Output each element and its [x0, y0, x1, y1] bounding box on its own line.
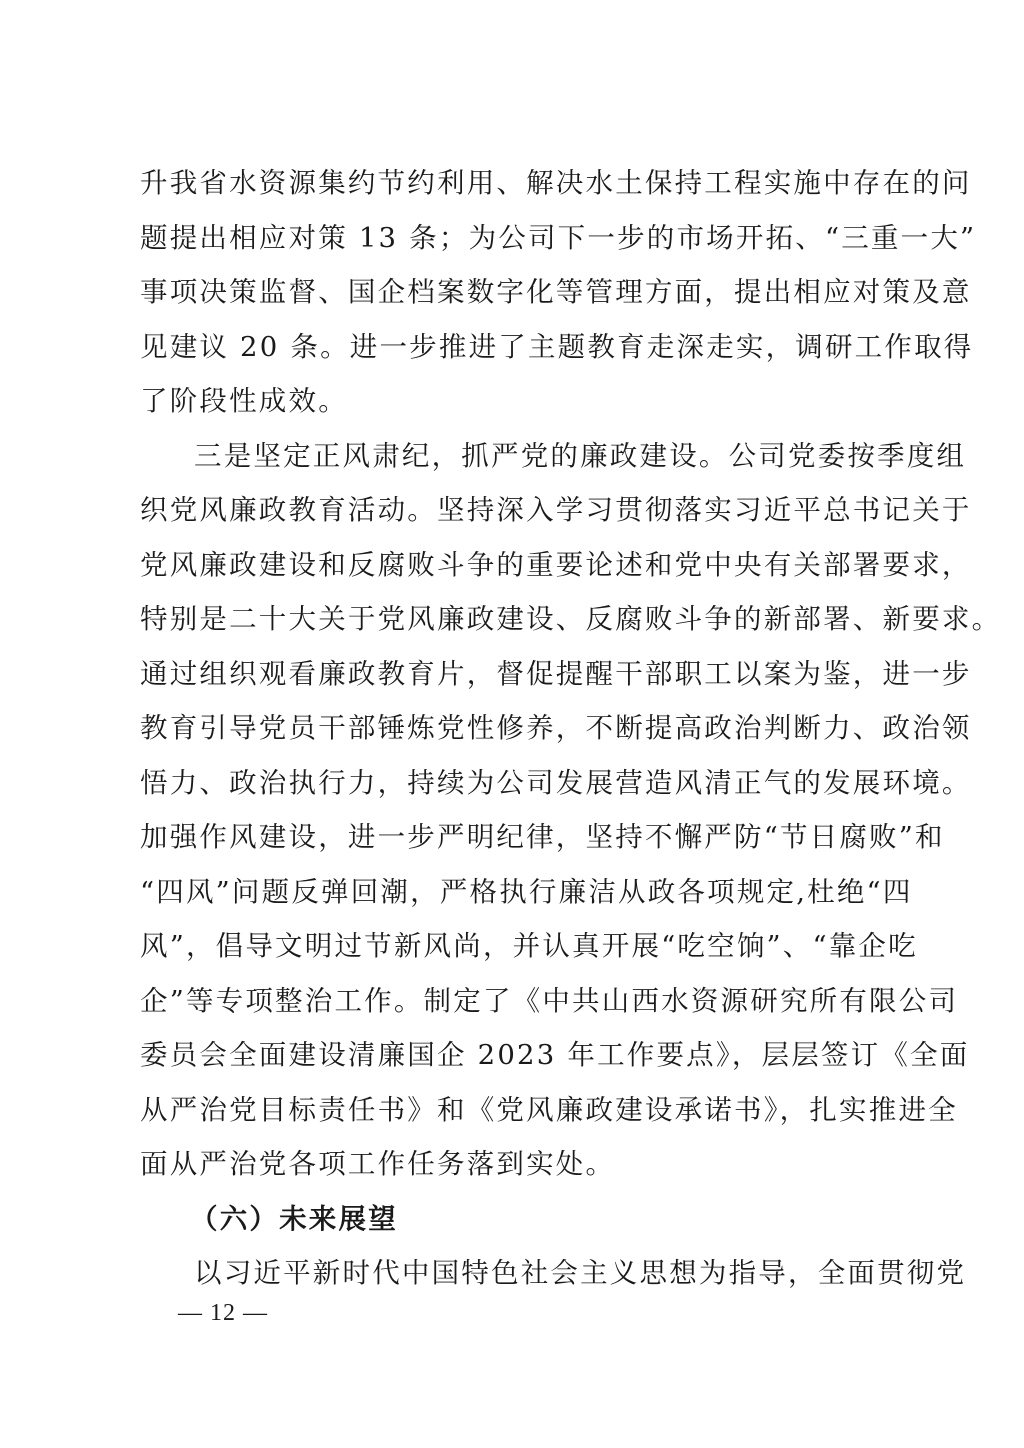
- paragraph-start-line: 以习近平新时代中国特色社会主义思想为指导，全面贯彻党: [194, 1257, 967, 1289]
- text-line: “四风”问题反弹回潮，严格执行廉洁从政各项规定,杜绝“四: [140, 875, 913, 908]
- paragraph-start-line: 三是坚定正风肃纪，抓严党的廉政建设。公司党委按季度组: [194, 439, 967, 472]
- text-line: 党风廉政建设和反腐败斗争的重要论述和党中央有关部署要求，: [140, 548, 972, 581]
- text-line: 了阶段性成效。: [140, 385, 348, 417]
- text-line: 面从严治党各项工作任务落到实处。: [140, 1148, 616, 1180]
- page-number: — 12 —: [178, 1300, 268, 1326]
- text-line: 风”，倡导文明过节新风尚，并认真开展“吃空饷”、“靠企吃: [140, 930, 918, 962]
- text-line: 教育引导党员干部锤炼党性修养，不断提高政治判断力、政治领: [140, 712, 972, 744]
- text-line: 织党风廉政教育活动。坚持深入学习贯彻落实习近平总书记关于: [140, 494, 972, 526]
- text-line: 企”等专项整治工作。制定了《中共山西水资源研究所有限公司: [140, 984, 959, 1017]
- text-line: 委员会全面建设清廉国企 2023 年工作要点》，层层签订《全面: [140, 1039, 970, 1071]
- section-heading: （六）未来展望: [190, 1202, 398, 1235]
- text-line: 事项决策监督、国企档案数字化等管理方面，提出相应对策及意: [140, 276, 972, 308]
- text-line: 通过组织观看廉政教育片，督促提醒干部职工以案为鉴，进一步: [140, 657, 972, 690]
- text-line: 见建议 20 条。进一步推进了主题教育走深走实，调研工作取得: [140, 330, 974, 363]
- text-line: 特别是二十大关于党风廉政建设、反腐败斗争的新部署、新要求。: [140, 603, 1002, 635]
- text-line: 升我省水资源集约节约利用、解决水土保持工程实施中存在的问: [140, 167, 972, 199]
- text-line: 从严治党目标责任书》和《党风廉政建设承诺书》，扎实推进全: [140, 1093, 958, 1126]
- text-line: 悟力、政治执行力，持续为公司发展营造风清正气的发展环境。: [140, 766, 972, 799]
- text-line: 题提出相应对策 13 条；为公司下一步的市场开拓、“三重一大”: [140, 221, 977, 254]
- document-body: [140, 156, 1002, 1301]
- text-line: 加强作风建设，进一步严明纪律，坚持不懈严防“节日腐败”和: [140, 821, 945, 853]
